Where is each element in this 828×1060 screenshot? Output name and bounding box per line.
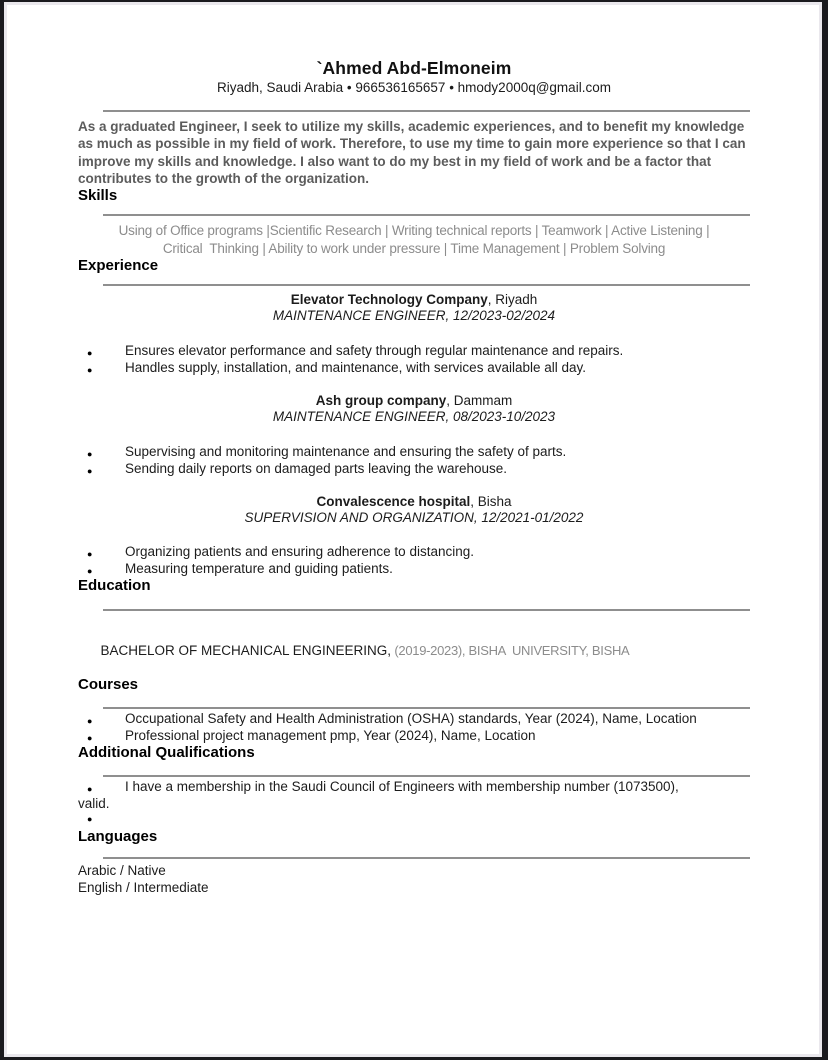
course-item: ● Occupational Safety and Health Administration (OSHA) standards, Year (2024), Name, Location [78,711,750,728]
resume-page [7,5,819,1054]
university-name: BISHA UNIVERSITY, BISHA [465,643,630,659]
course-item: ● Professional project management pmp, Year (2024), Name, Location [78,728,750,745]
company-name: Ash group company [315,393,447,409]
job-company-line [78,494,750,510]
additional-divider [103,775,750,777]
skills-list [78,222,750,257]
education-entry [78,625,750,676]
contact-line: Riyadh, Saudi Arabia • 966536165657 • hmody2000q@gmail.com [217,80,611,95]
candidate-name: `Ahmed Abd-Elmoneim [316,58,512,78]
job-company-line [78,292,750,308]
job-dates: , 12/2023-02/2024 [445,308,556,324]
job-company-line [78,393,750,409]
languages-list [78,863,750,896]
job-bullet: ● Ensures elevator performance and safety through regular maintenance and repairs. [78,343,750,360]
company-name: Convalescence hospital [316,494,471,510]
language-item: English / Intermediate [78,879,209,895]
job-bullet-list [78,544,750,577]
job-bullet: ● Measuring temperature and guiding patients. [78,561,750,578]
job-bullet: ● Organizing patients and ensuring adherence to distancing. [78,544,750,561]
empty-bullet [78,812,750,828]
experience-divider [103,284,750,286]
section-heading-languages: Languages [78,828,158,846]
qualification-item: ● I have a membership in the Saudi Council of Engineers with membership number (1073500), [78,779,750,796]
job-role-line [78,409,750,425]
job-entry [78,393,750,477]
job-title: MAINTENANCE ENGINEER [272,308,446,324]
company-location: , Riyadh [487,292,538,308]
job-title: MAINTENANCE ENGINEER [272,409,446,425]
job-role-line [78,510,750,526]
job-dates: , 08/2023-10/2023 [445,409,556,425]
qualification-item-continuation: valid. [78,795,110,811]
languages-divider [103,857,750,859]
section-heading-experience: Experience [78,257,159,275]
section-heading-skills: Skills [78,187,118,205]
company-name: Elevator Technology Company [290,292,488,308]
section-heading-education: Education [78,577,151,595]
section-heading-additional-qualifications: Additional Qualifications [78,744,255,762]
courses-divider [103,707,750,709]
job-entry [78,494,750,577]
header-divider [103,110,750,112]
skills-line: Critical Thinking | Ability to work under pressure | Time Management | Problem Solving [162,240,666,256]
summary-paragraph: As a graduated Engineer, I seek to utilize my skills, academic experiences, and to benefit my knowledge as much as possible in my field of work. Therefore, to use my time to gain more experience so that I can improve my skills and knowledge. I also want to do my best in my field of work and be a factor that contributes to the growth of the organization. [78,119,746,186]
skills-divider [103,214,750,216]
company-location: , Dammam [446,393,513,409]
job-bullet: ● Handles supply, installation, and maintenance, with services available all day. [78,360,750,377]
job-dates: , 12/2021-01/2022 [473,510,584,526]
courses-list [78,711,750,744]
resume-content [7,5,819,896]
job-bullet: ● Supervising and monitoring maintenance and ensuring the safety of parts. [78,444,750,461]
language-item: Arabic / Native [78,863,166,879]
degree-name: BACHELOR OF MECHANICAL ENGINEERING, [100,643,392,659]
section-heading-courses: Courses [78,676,139,694]
degree-years: (2019-2023), [391,643,466,659]
job-role-line [78,308,750,324]
job-title: SUPERVISION AND ORGANIZATION [244,510,474,526]
skills-line: Using of Office programs |Scientific Research | Writing technical reports | Teamwork | Active Listening | [118,223,710,239]
job-entry [78,292,750,376]
education-divider [103,609,750,611]
job-bullet-list [78,444,750,477]
company-location: , Bisha [470,494,512,510]
job-bullet-list [78,343,750,376]
job-bullet: ● Sending daily reports on damaged parts leaving the warehouse. [78,461,750,478]
